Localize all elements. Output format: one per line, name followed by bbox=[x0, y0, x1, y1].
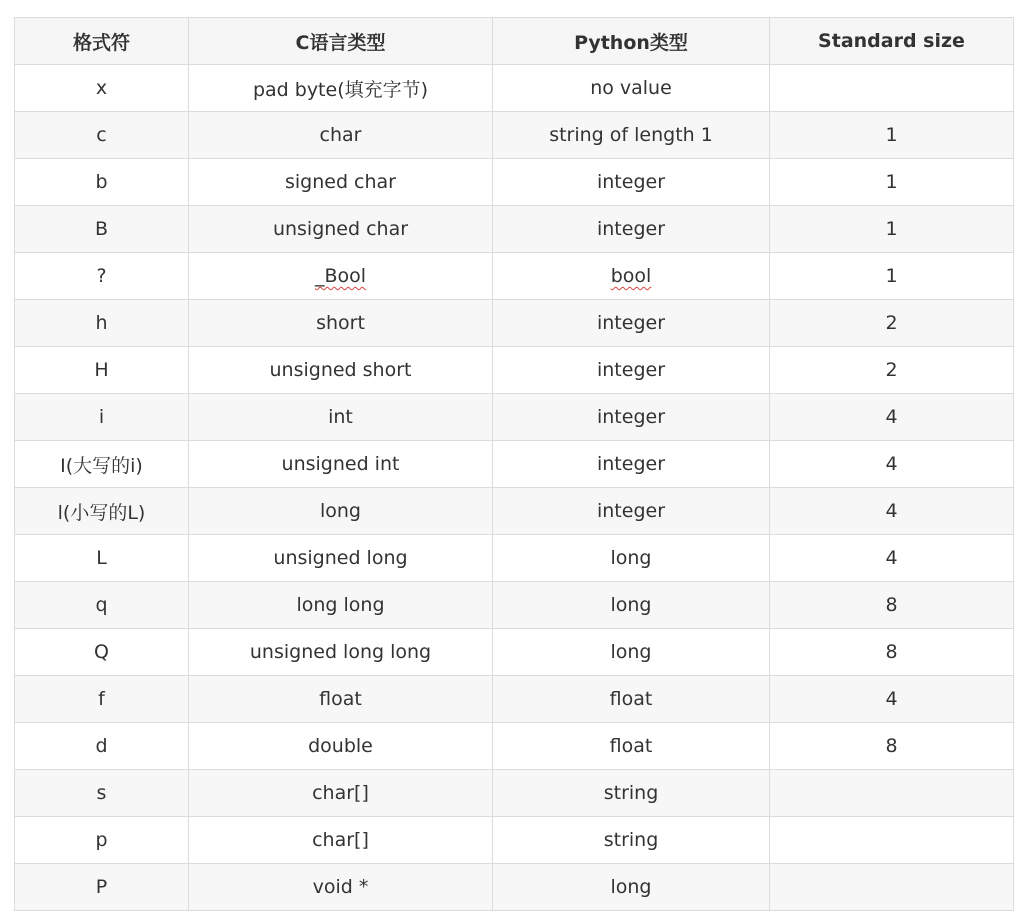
cell-standard-size: 1 bbox=[770, 159, 1014, 206]
cell-c-type bbox=[189, 253, 493, 300]
cell-format-char: c bbox=[15, 112, 189, 159]
cell-format-char: Q bbox=[15, 629, 189, 676]
cell-format-char: d bbox=[15, 723, 189, 770]
cell-c-type: double bbox=[189, 723, 493, 770]
cell-python-type: integer bbox=[493, 441, 770, 488]
table-row bbox=[15, 112, 1014, 159]
header-format-char: 格式符 bbox=[15, 18, 189, 65]
cell-standard-size: 2 bbox=[770, 300, 1014, 347]
cell-standard-size bbox=[770, 770, 1014, 817]
cell-python-type: long bbox=[493, 864, 770, 911]
cell-format-char: H bbox=[15, 347, 189, 394]
header-c-type: C语言类型 bbox=[189, 18, 493, 65]
table-row bbox=[15, 817, 1014, 864]
cell-standard-size: 1 bbox=[770, 112, 1014, 159]
cell-python-type: integer bbox=[493, 488, 770, 535]
cell-format-char: i bbox=[15, 394, 189, 441]
spellcheck-word: _Bool bbox=[314, 265, 367, 287]
cell-c-type: signed char bbox=[189, 159, 493, 206]
cell-standard-size: 4 bbox=[770, 441, 1014, 488]
table-row bbox=[15, 535, 1014, 582]
cell-format-char: B bbox=[15, 206, 189, 253]
cell-standard-size: 4 bbox=[770, 488, 1014, 535]
cell-python-type: integer bbox=[493, 206, 770, 253]
cell-format-char: p bbox=[15, 817, 189, 864]
cell-format-char: b bbox=[15, 159, 189, 206]
cell-standard-size: 2 bbox=[770, 347, 1014, 394]
cell-c-type: unsigned int bbox=[189, 441, 493, 488]
cell-python-type: no value bbox=[493, 65, 770, 112]
cell-python-type: long bbox=[493, 582, 770, 629]
table-row bbox=[15, 582, 1014, 629]
cell-format-char: ? bbox=[15, 253, 189, 300]
table-row bbox=[15, 770, 1014, 817]
cell-python-type bbox=[493, 253, 770, 300]
cell-standard-size: 1 bbox=[770, 206, 1014, 253]
format-table-container bbox=[14, 17, 1013, 911]
cell-format-char: x bbox=[15, 65, 189, 112]
cell-c-type: char[] bbox=[189, 817, 493, 864]
cell-format-char: q bbox=[15, 582, 189, 629]
cell-format-char: h bbox=[15, 300, 189, 347]
cell-python-type: integer bbox=[493, 347, 770, 394]
cell-c-type: long bbox=[189, 488, 493, 535]
table-row bbox=[15, 65, 1014, 112]
table-row bbox=[15, 206, 1014, 253]
table-row bbox=[15, 394, 1014, 441]
cell-c-type: void * bbox=[189, 864, 493, 911]
table-row bbox=[15, 300, 1014, 347]
cell-c-type: short bbox=[189, 300, 493, 347]
cell-format-char: P bbox=[15, 864, 189, 911]
cell-python-type: string bbox=[493, 770, 770, 817]
header-python-type: Python类型 bbox=[493, 18, 770, 65]
cell-format-char: s bbox=[15, 770, 189, 817]
format-char-table bbox=[14, 17, 1014, 911]
cell-standard-size bbox=[770, 817, 1014, 864]
cell-standard-size: 4 bbox=[770, 535, 1014, 582]
cell-standard-size: 8 bbox=[770, 723, 1014, 770]
cell-c-type: unsigned short bbox=[189, 347, 493, 394]
cell-standard-size: 4 bbox=[770, 676, 1014, 723]
table-row bbox=[15, 864, 1014, 911]
table-body bbox=[15, 65, 1014, 911]
table-row bbox=[15, 159, 1014, 206]
cell-c-type: char[] bbox=[189, 770, 493, 817]
cell-standard-size bbox=[770, 864, 1014, 911]
cell-c-type: long long bbox=[189, 582, 493, 629]
cell-c-type: pad byte(填充字节) bbox=[189, 65, 493, 112]
cell-format-char: l(小写的L) bbox=[15, 488, 189, 535]
table-row bbox=[15, 441, 1014, 488]
cell-format-char: f bbox=[15, 676, 189, 723]
cell-standard-size: 1 bbox=[770, 253, 1014, 300]
cell-standard-size bbox=[770, 65, 1014, 112]
cell-standard-size: 4 bbox=[770, 394, 1014, 441]
table-header-row bbox=[15, 18, 1014, 65]
cell-c-type: float bbox=[189, 676, 493, 723]
cell-standard-size: 8 bbox=[770, 629, 1014, 676]
cell-c-type: unsigned char bbox=[189, 206, 493, 253]
spellcheck-word: bool bbox=[610, 265, 652, 287]
cell-python-type: integer bbox=[493, 300, 770, 347]
cell-python-type: long bbox=[493, 629, 770, 676]
cell-format-char: L bbox=[15, 535, 189, 582]
cell-format-char: I(大写的i) bbox=[15, 441, 189, 488]
cell-python-type: integer bbox=[493, 159, 770, 206]
cell-python-type: integer bbox=[493, 394, 770, 441]
cell-c-type: unsigned long bbox=[189, 535, 493, 582]
cell-python-type: string bbox=[493, 817, 770, 864]
cell-python-type: float bbox=[493, 723, 770, 770]
table-row bbox=[15, 723, 1014, 770]
cell-c-type: int bbox=[189, 394, 493, 441]
cell-c-type: unsigned long long bbox=[189, 629, 493, 676]
cell-python-type: string of length 1 bbox=[493, 112, 770, 159]
cell-standard-size: 8 bbox=[770, 582, 1014, 629]
cell-python-type: long bbox=[493, 535, 770, 582]
header-standard-size: Standard size bbox=[770, 18, 1014, 65]
cell-c-type: char bbox=[189, 112, 493, 159]
cell-python-type: float bbox=[493, 676, 770, 723]
table-row bbox=[15, 676, 1014, 723]
table-row bbox=[15, 347, 1014, 394]
table-row bbox=[15, 253, 1014, 300]
table-row bbox=[15, 488, 1014, 535]
table-row bbox=[15, 629, 1014, 676]
